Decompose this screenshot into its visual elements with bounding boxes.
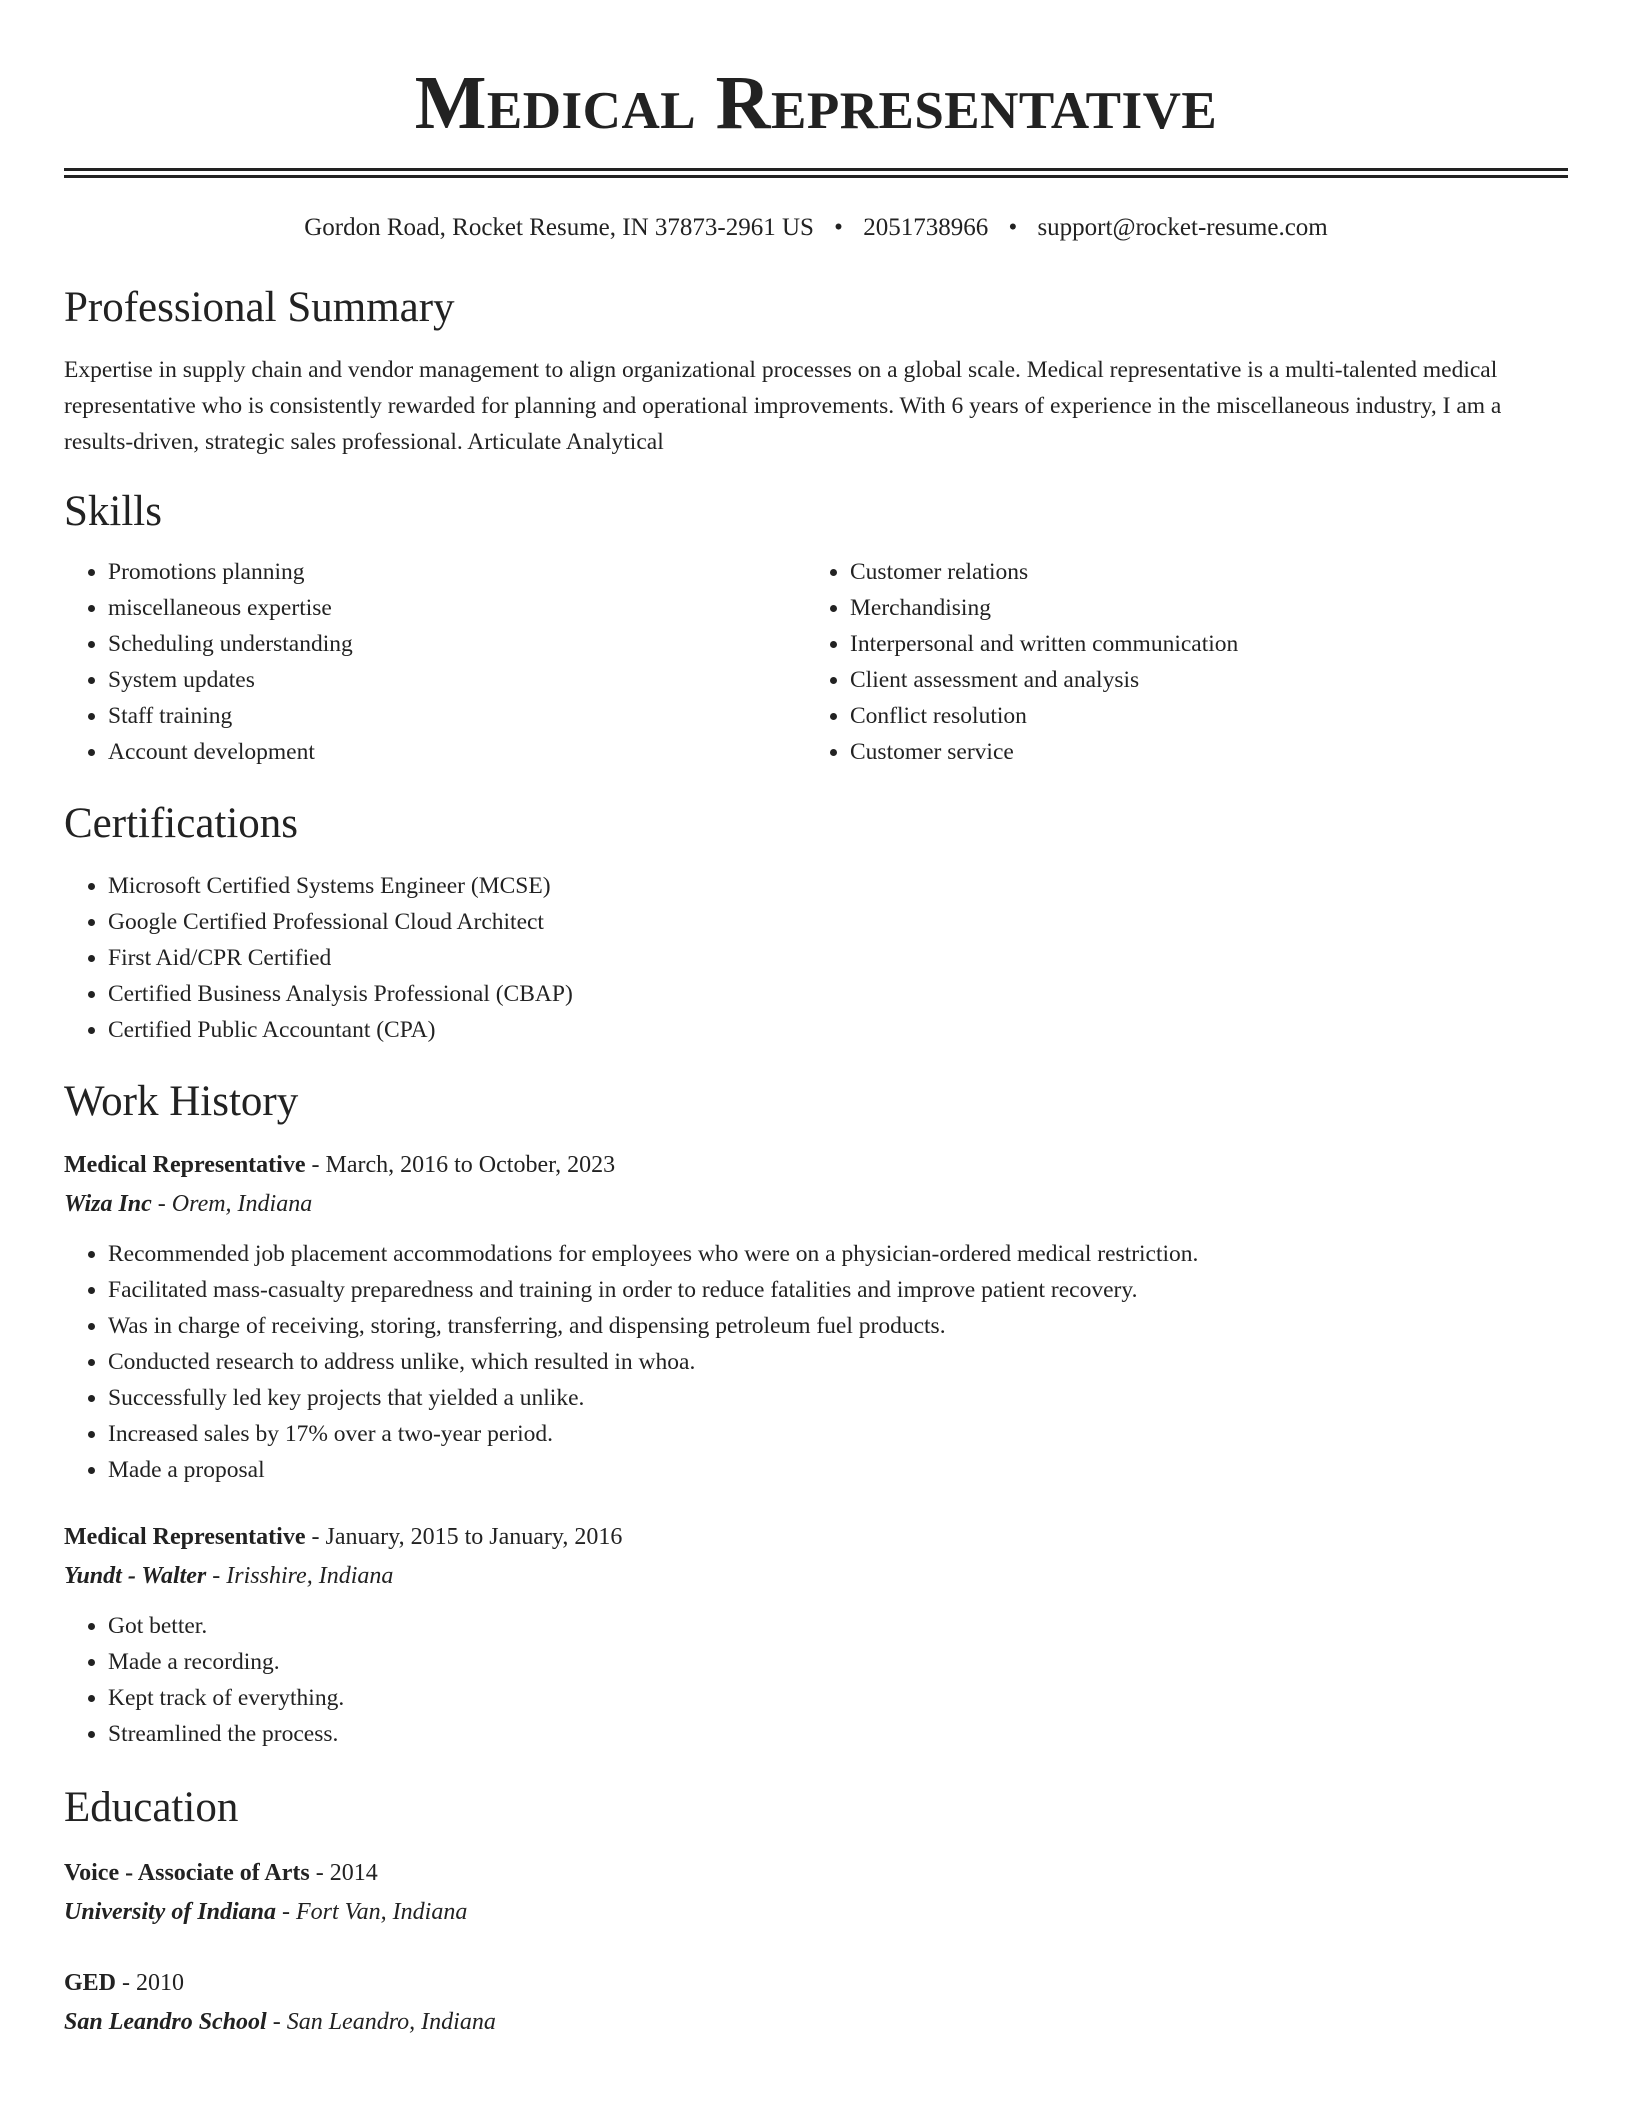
summary-section: [64, 282, 1568, 460]
page-title: Medical Representative: [414, 61, 1218, 145]
skills-columns: [64, 554, 1568, 770]
skill-item: • Merchandising: [850, 590, 1548, 626]
work-history-section: [64, 1076, 1568, 1752]
company-location: - Irisshire, Indiana: [206, 1563, 394, 1589]
degree-line: [64, 1854, 1568, 1892]
skill-item: • miscellaneous expertise: [108, 590, 806, 626]
job-bullet: • Successfully led key projects that yielded a unlike.: [108, 1380, 1568, 1416]
company-line: [64, 1556, 1568, 1596]
education-section: [64, 1782, 1568, 2042]
job-dates: - March, 2016 to October, 2023: [305, 1152, 616, 1178]
contact-phone: 2051738966: [863, 214, 989, 241]
summary-heading: Professional Summary: [64, 284, 455, 331]
contact-line: [64, 212, 1568, 244]
work-history-heading: Work History: [64, 1078, 299, 1125]
degree-line: [64, 1964, 1568, 2002]
skills-section: [64, 486, 1568, 770]
certification-item: • Certified Business Analysis Professional (CBAP): [108, 976, 1568, 1012]
school-name: San Leandro School: [64, 2009, 267, 2035]
school-line: [64, 1892, 1568, 1932]
certifications-section: [64, 798, 1568, 1048]
job-entry: [64, 1518, 1568, 1752]
skill-item: • Customer service: [850, 734, 1548, 770]
degree-year: - 2014: [309, 1860, 378, 1886]
job-bullet: • Made a proposal: [108, 1452, 1568, 1488]
contact-address: Gordon Road, Rocket Resume, IN 37873-2961 US: [304, 214, 814, 241]
skill-item: • Customer relations: [850, 554, 1548, 590]
skills-column-right: [806, 554, 1548, 770]
degree-year: - 2010: [116, 1970, 185, 1996]
skill-item: • Staff training: [108, 698, 806, 734]
job-title-line: [64, 1518, 1568, 1556]
skill-item: • Account development: [108, 734, 806, 770]
degree-name: Voice - Associate of Arts: [64, 1860, 310, 1886]
education-heading: Education: [64, 1784, 239, 1831]
job-entry: [64, 1146, 1568, 1488]
job-bullet: • Conducted research to address unlike, which resulted in whoa.: [108, 1344, 1568, 1380]
school-name: University of Indiana: [64, 1899, 277, 1925]
job-bullets: [64, 1608, 1568, 1752]
skill-item: • Client assessment and analysis: [850, 662, 1548, 698]
contact-email: support@rocket-resume.com: [1037, 214, 1328, 241]
job-bullet: • Facilitated mass-casualty preparedness and training in order to reduce fatalities and improve patient recovery.: [108, 1272, 1568, 1308]
education-entry: [64, 1964, 1568, 2042]
contact-separator: •: [834, 214, 843, 241]
certification-item: • Microsoft Certified Systems Engineer (MCSE): [108, 868, 1568, 904]
company-line: [64, 1184, 1568, 1224]
skill-item: • Interpersonal and written communication: [850, 626, 1548, 662]
education-entry: [64, 1854, 1568, 1932]
company-name: Wiza Inc: [64, 1191, 152, 1217]
job-bullet: • Increased sales by 17% over a two-year period.: [108, 1416, 1568, 1452]
job-bullet: • Streamlined the process.: [108, 1716, 1568, 1752]
company-name: Yundt - Walter: [64, 1563, 207, 1589]
skills-heading: Skills: [64, 488, 162, 535]
summary-text: Expertise in supply chain and vendor management to align organizational processes on a global scale. Medical representative is a multi-talented medical representative who is consistently rewarded for planning and operational improvements. With 6 years of experience in the miscellaneous industry, I am a results-driven, strategic sales professional. Articulate Analytical: [64, 357, 1502, 455]
job-title: Medical Representative: [64, 1524, 306, 1550]
certification-item: • First Aid/CPR Certified: [108, 940, 1568, 976]
job-bullet: • Made a recording.: [108, 1644, 1568, 1680]
school-location: - Fort Van, Indiana: [276, 1899, 468, 1925]
certifications-heading: Certifications: [64, 800, 299, 847]
job-bullet: • Got better.: [108, 1608, 1568, 1644]
skill-item: • Conflict resolution: [850, 698, 1548, 734]
job-bullets: [64, 1236, 1568, 1488]
skills-column-left: [64, 554, 806, 770]
skill-item: • System updates: [108, 662, 806, 698]
skill-item: • Scheduling understanding: [108, 626, 806, 662]
job-bullet: • Was in charge of receiving, storing, transferring, and dispensing petroleum fuel products.: [108, 1308, 1568, 1344]
job-title: Medical Representative: [64, 1152, 306, 1178]
job-bullet: • Kept track of everything.: [108, 1680, 1568, 1716]
job-bullet: • Recommended job placement accommodations for employees who were on a physician-ordered medical restriction.: [108, 1236, 1568, 1272]
certification-item: • Certified Public Accountant (CPA): [108, 1012, 1568, 1048]
skill-item: • Promotions planning: [108, 554, 806, 590]
certifications-list: [64, 868, 1568, 1048]
contact-separator: •: [1008, 214, 1018, 241]
job-title-line: [64, 1146, 1568, 1184]
school-line: [64, 2002, 1568, 2042]
degree-name: GED: [64, 1970, 117, 1996]
job-dates: - January, 2015 to January, 2016: [305, 1524, 623, 1550]
certification-item: • Google Certified Professional Cloud Architect: [108, 904, 1568, 940]
company-location: - Orem, Indiana: [151, 1191, 313, 1217]
school-location: - San Leandro, Indiana: [266, 2009, 496, 2035]
title-divider: [64, 168, 1568, 178]
